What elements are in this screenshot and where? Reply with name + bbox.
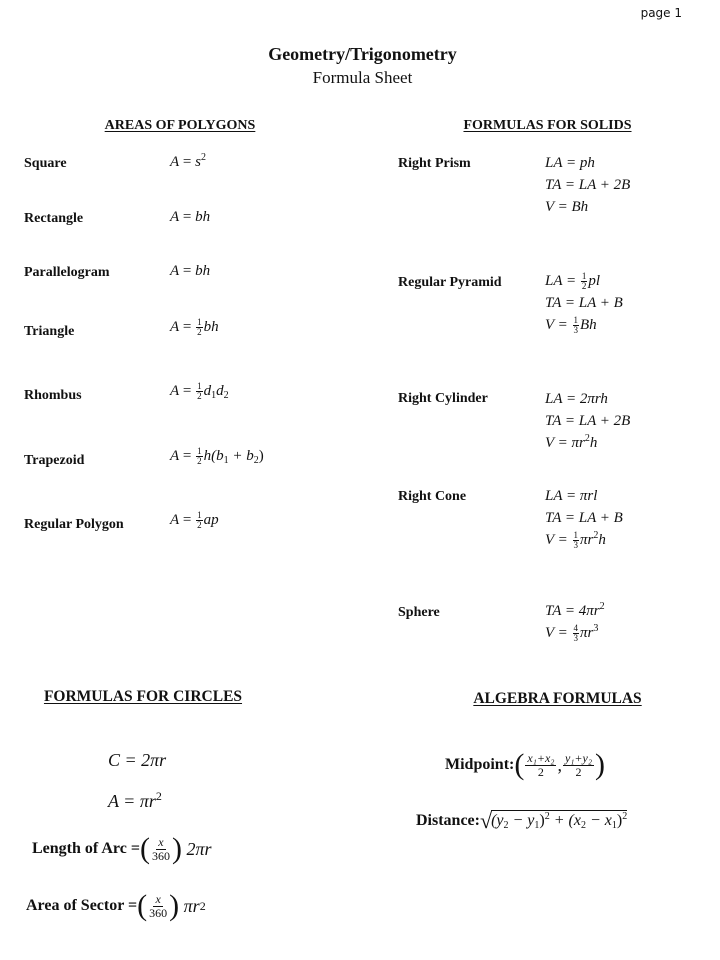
polygons-heading: AREAS OF POLYGONS xyxy=(104,118,256,133)
solids-heading: FORMULAS FOR SOLIDS xyxy=(463,118,632,133)
triangle-label: Triangle xyxy=(24,324,75,339)
circles-heading: FORMULAS FOR CIRCLES xyxy=(43,688,243,705)
right-cylinder-formulas: LA = 2πrh TA = LA + 2B $V = \pi r^2h$ xyxy=(545,391,631,451)
sphere-formulas: TA = $4\pi r^2$ V = $\frac{4}{3}$ $\pi r^3$ xyxy=(545,601,605,644)
right-cone-label: Right Cone xyxy=(398,489,467,504)
parallelogram-label: Parallelogram xyxy=(24,265,110,280)
trapezoid-label: Trapezoid xyxy=(24,453,85,468)
right-prism-label: Right Prism xyxy=(398,156,471,171)
right-prism-formulas: LA = ph TA = LA + 2B V = Bh xyxy=(545,155,631,215)
circumference-formula: C = 2πr xyxy=(108,750,167,770)
rectangle-label: Rectangle xyxy=(24,211,84,226)
rectangle-formula: A = bh xyxy=(170,209,211,225)
arc-length-formula: Length of Arc = ( $\frac{x}{360}$ ) 2πr xyxy=(32,832,212,865)
rhombus-formula: A = $\frac{1}{2}$ $d_1d_2$ xyxy=(170,381,229,401)
sector-area-formula: Area of Sector = ( $\frac{x}{360}$ ) πr 2 xyxy=(26,889,206,922)
algebra-heading: ALGEBRA FORMULAS xyxy=(473,690,642,707)
sphere-label: Sphere xyxy=(398,605,440,620)
right-cone-formulas: LA = πrl TA = LA + B V = $\frac{1}{3}$ $\pi r^2h$ xyxy=(545,488,623,551)
page-number: page 1 xyxy=(640,6,682,20)
regular-polygon-label: Regular Polygon xyxy=(24,517,124,532)
page-title: Geometry/Trigonometry xyxy=(268,44,457,64)
triangle-formula: A = $\frac{1}{2}$ bh xyxy=(170,317,219,337)
regular-pyramid-label: Regular Pyramid xyxy=(398,275,502,290)
square-formula: $A = s^2$ xyxy=(170,152,206,170)
circle-area-formula: $A = \pi r^2$ xyxy=(108,789,162,811)
regular-pyramid-formulas: LA = $\frac{1}{2}$ pl TA = LA + B V = $\frac{1}{3}$ Bh xyxy=(545,271,623,336)
square-label: Square xyxy=(24,156,67,171)
right-cylinder-label: Right Cylinder xyxy=(398,391,488,406)
trapezoid-formula: A = $\frac{1}{2}$ $h(b_1 + b_2)$ xyxy=(170,446,264,466)
page-subtitle: Formula Sheet xyxy=(312,68,413,87)
parallelogram-formula: A = bh xyxy=(170,263,211,279)
rhombus-label: Rhombus xyxy=(24,388,82,403)
midpoint-formula: Midpoint: ( $\frac{\text{x₁+x₂}}{2}$ , $\frac{\text{y₁+y₂}}{2}$ ) xyxy=(445,748,606,781)
regular-polygon-formula: A = $\frac{1}{2}$ ap xyxy=(170,510,219,530)
distance-formula: Distance: √ $(y_2 - y_1)^2 + (x_2 - x_1)^2$ xyxy=(416,808,628,833)
